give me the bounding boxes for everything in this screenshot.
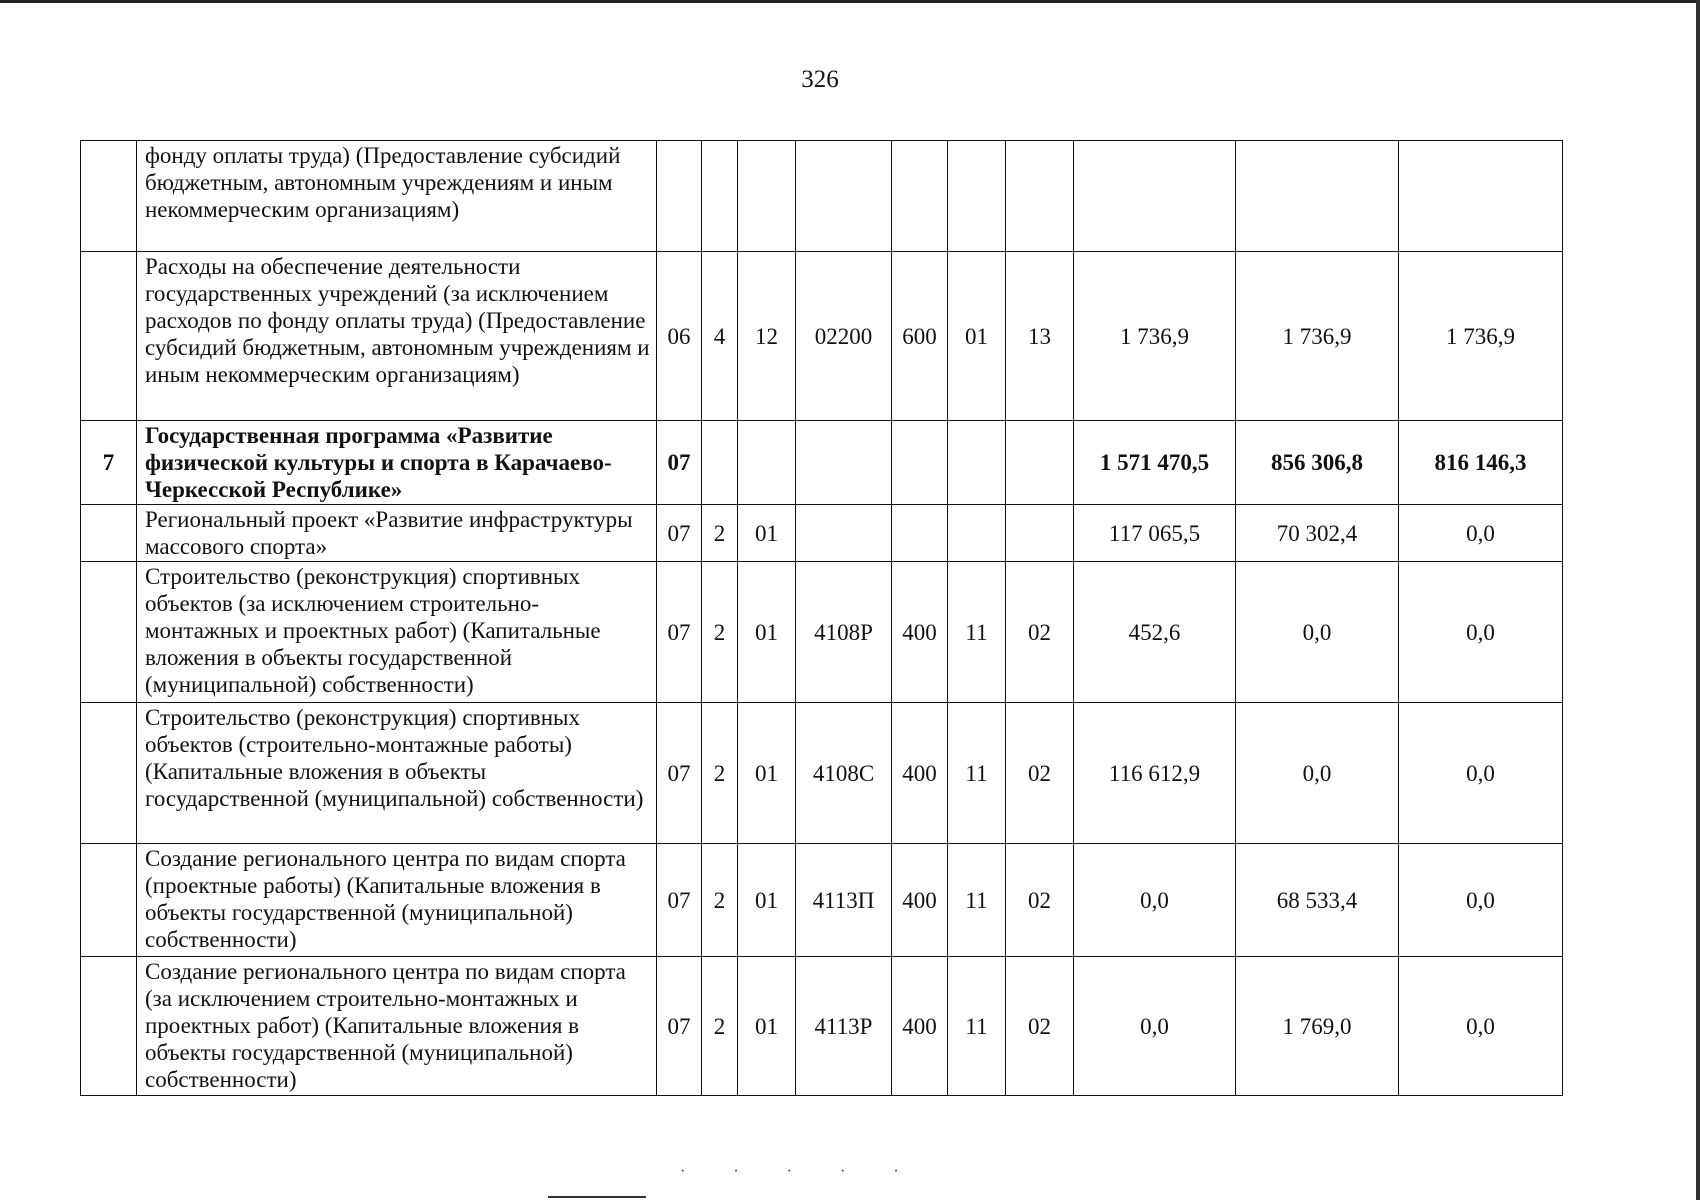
code-cell: 4: [702, 252, 738, 421]
amount-cell: 856 306,8: [1236, 421, 1399, 505]
scan-edge-top: [0, 0, 1700, 3]
description-cell: Создание регионального центра по видам спорта (проектные работы) (Капитальные вложения в объекты государственной (муниципальной) собственности): [137, 844, 657, 957]
code-cell: 01: [738, 703, 796, 844]
code-cell: [1006, 421, 1074, 505]
table-row: [81, 562, 1563, 703]
code-cell: [738, 141, 796, 252]
description-cell: Региональный проект «Развитие инфраструктуры массового спорта»: [137, 505, 657, 562]
budget-table-body: [81, 141, 1563, 1096]
table-row: [81, 141, 1563, 252]
amount-cell: 0,0: [1236, 562, 1399, 703]
amount-cell: [1399, 141, 1563, 252]
code-cell: 11: [948, 703, 1006, 844]
amount-cell: 0,0: [1399, 957, 1563, 1096]
amount-cell: 1 736,9: [1399, 252, 1563, 421]
table-row: [81, 844, 1563, 957]
amount-cell: 0,0: [1236, 703, 1399, 844]
code-cell: 4108Р: [796, 562, 892, 703]
amount-cell: 1 769,0: [1236, 957, 1399, 1096]
row-number-cell: 7: [81, 421, 137, 505]
code-cell: 2: [702, 844, 738, 957]
description-cell: Строительство (реконструкция) спортивных объектов (за исключением строительно-монтажных и проектных работ) (Капитальные вложения в объекты государственной (муниципальной) собственности): [137, 562, 657, 703]
description-cell: фонду оплаты труда) (Предоставление субсидий бюджетным, автономным учреждениям и иным некоммерческим организациям): [137, 141, 657, 252]
amount-cell: 1 571 470,5: [1074, 421, 1236, 505]
amount-cell: 117 065,5: [1074, 505, 1236, 562]
code-cell: [1006, 141, 1074, 252]
scan-specks: · · · · ·: [680, 1163, 921, 1180]
scan-edge-bottom: [548, 1196, 646, 1198]
amount-cell: 0,0: [1074, 844, 1236, 957]
code-cell: 11: [948, 957, 1006, 1096]
code-cell: [948, 505, 1006, 562]
row-number-cell: [81, 844, 137, 957]
code-cell: [892, 141, 948, 252]
code-cell: 02: [1006, 957, 1074, 1096]
code-cell: [657, 141, 702, 252]
amount-cell: 0,0: [1399, 844, 1563, 957]
code-cell: 02200: [796, 252, 892, 421]
code-cell: 01: [948, 252, 1006, 421]
code-cell: 11: [948, 844, 1006, 957]
code-cell: 01: [738, 844, 796, 957]
code-cell: 01: [738, 505, 796, 562]
row-number-cell: [81, 141, 137, 252]
code-cell: 07: [657, 562, 702, 703]
code-cell: 07: [657, 421, 702, 505]
amount-cell: 1 736,9: [1074, 252, 1236, 421]
description-cell: Строительство (реконструкция) спортивных объектов (строительно-монтажные работы) (Капитальные вложения в объекты государственной (муниципальной) собственности): [137, 703, 657, 844]
code-cell: 2: [702, 562, 738, 703]
code-cell: [1006, 505, 1074, 562]
table-row: [81, 957, 1563, 1096]
code-cell: 07: [657, 844, 702, 957]
code-cell: 4113П: [796, 844, 892, 957]
code-cell: [796, 421, 892, 505]
budget-table: [80, 140, 1563, 1096]
code-cell: 600: [892, 252, 948, 421]
page-number: 326: [801, 66, 839, 93]
code-cell: 12: [738, 252, 796, 421]
code-cell: 11: [948, 562, 1006, 703]
table-row: [81, 252, 1563, 421]
code-cell: 400: [892, 703, 948, 844]
code-cell: [948, 421, 1006, 505]
table-row-program: [81, 421, 1563, 505]
code-cell: 400: [892, 957, 948, 1096]
amount-cell: 0,0: [1074, 957, 1236, 1096]
code-cell: 2: [702, 703, 738, 844]
code-cell: [796, 141, 892, 252]
row-number-cell: [81, 703, 137, 844]
code-cell: [948, 141, 1006, 252]
code-cell: [702, 421, 738, 505]
table-row: [81, 703, 1563, 844]
code-cell: 01: [738, 957, 796, 1096]
amount-cell: 116 612,9: [1074, 703, 1236, 844]
code-cell: 4108С: [796, 703, 892, 844]
code-cell: [702, 141, 738, 252]
description-cell: Создание регионального центра по видам спорта (за исключением строительно-монтажных и проектных работ) (Капитальные вложения в объекты государственной (муниципальной) собственности): [137, 957, 657, 1096]
amount-cell: 0,0: [1399, 703, 1563, 844]
description-cell: Государственная программа «Развитие физической культуры и спорта в Карачаево-Черкесской Республике»: [137, 421, 657, 505]
code-cell: 01: [738, 562, 796, 703]
amount-cell: 452,6: [1074, 562, 1236, 703]
amount-cell: [1236, 141, 1399, 252]
code-cell: 02: [1006, 562, 1074, 703]
scan-edge-right: [1696, 0, 1700, 1200]
code-cell: [892, 505, 948, 562]
amount-cell: 68 533,4: [1236, 844, 1399, 957]
code-cell: 400: [892, 844, 948, 957]
code-cell: 06: [657, 252, 702, 421]
code-cell: 4113Р: [796, 957, 892, 1096]
amount-cell: 70 302,4: [1236, 505, 1399, 562]
row-number-cell: [81, 505, 137, 562]
code-cell: 07: [657, 957, 702, 1096]
row-number-cell: [81, 252, 137, 421]
code-cell: 07: [657, 703, 702, 844]
code-cell: 400: [892, 562, 948, 703]
code-cell: 02: [1006, 703, 1074, 844]
code-cell: 2: [702, 957, 738, 1096]
code-cell: [796, 505, 892, 562]
code-cell: [892, 421, 948, 505]
code-cell: 13: [1006, 252, 1074, 421]
amount-cell: [1074, 141, 1236, 252]
amount-cell: 0,0: [1399, 505, 1563, 562]
amount-cell: 1 736,9: [1236, 252, 1399, 421]
code-cell: 02: [1006, 844, 1074, 957]
row-number-cell: [81, 957, 137, 1096]
code-cell: 07: [657, 505, 702, 562]
amount-cell: 816 146,3: [1399, 421, 1563, 505]
code-cell: 2: [702, 505, 738, 562]
code-cell: [738, 421, 796, 505]
amount-cell: 0,0: [1399, 562, 1563, 703]
row-number-cell: [81, 562, 137, 703]
table-row: [81, 505, 1563, 562]
description-cell: Расходы на обеспечение деятельности государственных учреждений (за исключением расходов по фонду оплаты труда) (Предоставление субсидий бюджетным, автономным учреждениям и иным некоммерческим организациям): [137, 252, 657, 421]
